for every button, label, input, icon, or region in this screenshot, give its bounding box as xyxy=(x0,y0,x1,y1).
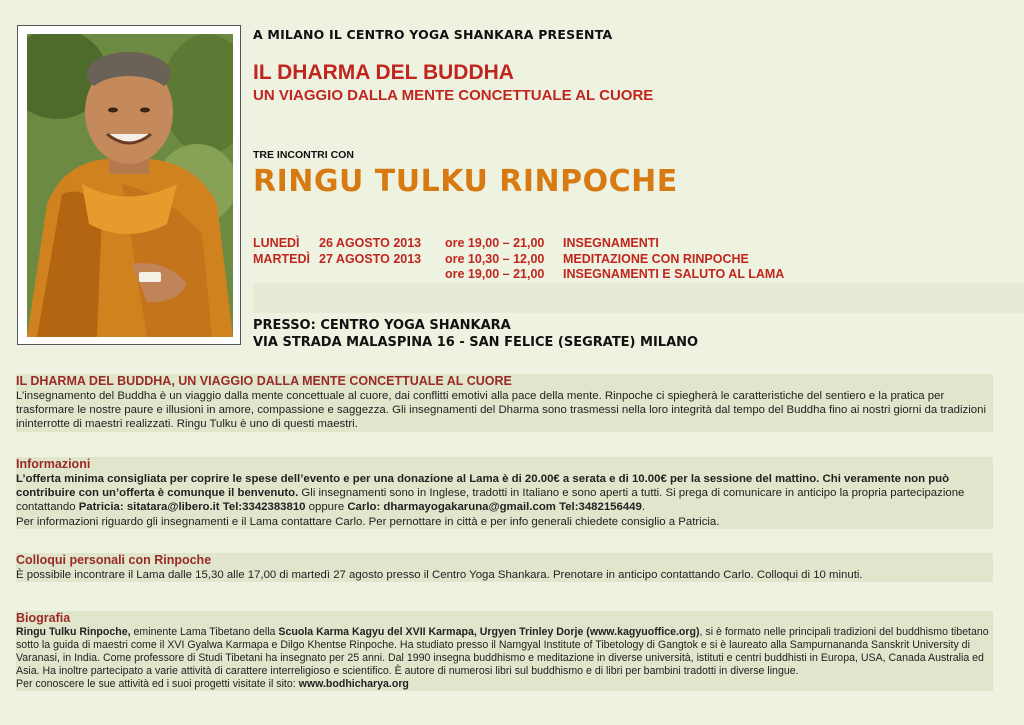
bio-name: Ringu Tulku Rinpoche, xyxy=(16,626,131,638)
bio-text xyxy=(16,626,993,678)
schedule-activity: MEDITAZIONE CON RINPOCHE xyxy=(563,251,749,266)
info-lang: Gli insegnamenti sono in Inglese, tradotti in Italiano e sono aperti a tutti. Si prega di comunicare in anticipo la propria partecipazione contattando xyxy=(16,487,965,514)
event-subtitle: UN VIAGGIO DALLA MENTE CONCETTUALE AL CUORE xyxy=(253,87,654,104)
schedule-date xyxy=(319,267,445,283)
bio-section xyxy=(16,611,993,691)
schedule-time: ore 10,30 – 12,00 xyxy=(445,251,545,266)
schedule-time: ore 19,00 – 21,00 xyxy=(445,267,545,281)
photo-frame xyxy=(17,25,241,345)
colloqui-heading: Colloqui personali con Rinpoche xyxy=(16,553,212,567)
colloqui-text: È possibile incontrare il Lama dalle 15,30 alle 17,00 di martedì 27 agosto presso il Centro Yoga Shankara. Prenotare in anticipo contattando Carlo. Colloqui di 10 minuti. xyxy=(16,569,863,581)
speaker-name: RINGU TULKU RINPOCHE xyxy=(253,164,678,199)
schedule-row xyxy=(253,236,784,252)
bio-t1: eminente Lama Tibetano della xyxy=(130,626,279,638)
schedule-activity: INSEGNAMENTI E SALUTO AL LAMA xyxy=(563,267,785,281)
bio-site-line xyxy=(16,678,993,691)
schedule-date: 26 AGOSTO 2013 xyxy=(319,236,422,250)
schedule-row xyxy=(253,267,784,283)
info-text xyxy=(16,472,993,515)
schedule-day xyxy=(253,267,319,283)
schedule-date: 27 AGOSTO 2013 xyxy=(319,251,422,266)
schedule-time: ore 19,00 – 21,00 xyxy=(445,236,545,250)
bio-heading: Biografia xyxy=(16,611,71,625)
intro-heading: IL DHARMA DEL BUDDHA, UN VIAGGIO DALLA MENTE CONCETTUALE AL CUORE xyxy=(16,374,512,388)
info-section xyxy=(16,457,993,529)
venue-address: VIA STRADA MALASPINA 16 - SAN FELICE (SEGRATE) MILANO xyxy=(253,335,699,350)
contact-carlo: Carlo: dharmayogakaruna@gmail.com Tel:3482156449 xyxy=(347,501,642,514)
colloqui-section xyxy=(16,553,993,582)
contact-patricia: Patricia: sitatara@libero.it Tel:3342383810 xyxy=(78,501,306,514)
presents-line: A MILANO IL CENTRO YOGA SHANKARA PRESENTA xyxy=(253,27,613,42)
bio-t2: , si è formato nelle principali tradizioni del buddhismo tibetano sotto la guida di maestri come il XVI Gyalwa Karmapa e Dilgo Khentse Rinpoche. Ha studiato presso il Namgyal Institute of Tibetology di Gangtok e si è laureato alla Sampurnananda Sanskrit University di Varanasi, in India. Come professore di Studi Tibetani ha insegnato per 25 anni. Dal 1990 insegna buddhismo e meditazione in diverse università, istituti e centri buddhisti in Europa, USA, Canada Australia ed Asia. Ha inoltre partecipato a varie attività di carattere interreligioso e scientifico. È autore di numerosi libri sul buddhismo e di libri per bambini tradotti in diverse lingue. xyxy=(16,626,989,677)
event-title: IL DHARMA DEL BUDDHA xyxy=(253,61,514,84)
info-heading: Informazioni xyxy=(16,457,91,471)
schedule-day: MARTEDÌ xyxy=(253,251,310,266)
venue xyxy=(253,317,698,351)
info-offer: L’offerta minima consigliata per coprire le spese dell’evento e per una donazione al Lama è di 20.00€ a serata e di 10.00€ per la sessione del mattino. Chi veramente non può contribuire con un’offerta è comunque il benvenuto. xyxy=(16,473,950,500)
bio-school: Scuola Karma Kagyu del XVII Karmapa, Urgyen Trinley Dorje (www.kagyuoffice.org) xyxy=(278,626,700,638)
schedule-activity: INSEGNAMENTI xyxy=(563,236,659,250)
intro-section xyxy=(16,374,993,432)
info-more: Per informazioni riguardo gli insegnamenti e il Lama contattare Carlo. Per pernottare in città e per info generali chiedete consiglio a Patricia. xyxy=(16,515,720,528)
schedule xyxy=(253,236,784,283)
info-dot: . xyxy=(641,501,646,514)
info-oppure: oppure xyxy=(305,501,348,514)
schedule-row xyxy=(253,252,784,268)
bio-website-link[interactable]: www.bodhicharya.org xyxy=(298,678,409,690)
tre-incontri-label: TRE INCONTRI CON xyxy=(253,149,354,161)
decorative-band xyxy=(253,283,1024,313)
venue-name: PRESSO: CENTRO YOGA SHANKARA xyxy=(253,318,511,333)
bio-t3: Per conoscere le sue attività ed i suoi progetti visitate il sito: xyxy=(16,678,299,690)
schedule-day: LUNEDÌ xyxy=(253,236,300,250)
intro-text: L’insegnamento del Buddha è un viaggio dalla mente concettuale al cuore, dai conflitti emotivi alla pace della mente. Rinpoche ci spiegherà le caratteristiche del sentiero e la pratica per trasformare le nostre paure e illusioni in amore, compassione e saggezza. Gli insegnamenti del Dharma sono trasmessi nella loro integrità dal tempo del Buddha fino ai nostri giorni da tradizioni ininterrotte di maestri realizzati. Ringu Tulku è uno di questi maestri. xyxy=(16,390,986,431)
rinpoche-photo xyxy=(27,34,233,337)
